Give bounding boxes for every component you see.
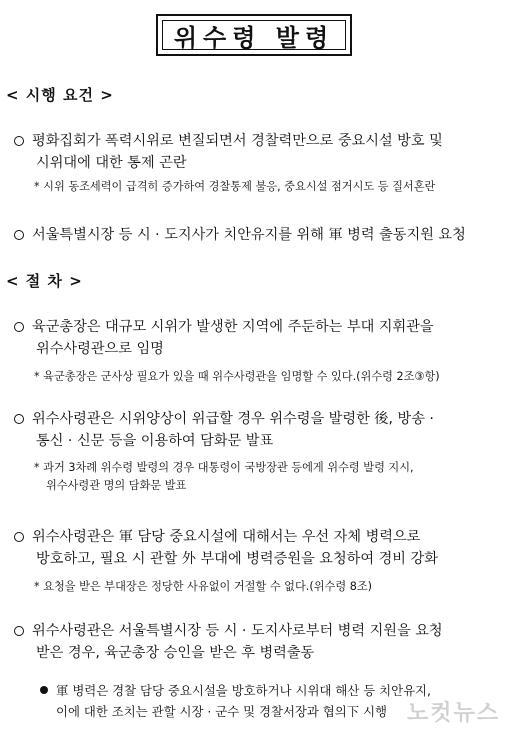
procedure-item-2 <box>14 408 494 452</box>
requirement-item-1-note: * 시위 동조세력이 급격히 증가하여 경찰통제 불응, 중요시설 점거시도 등 질서혼란 <box>34 180 436 193</box>
procedure-item-2-line-1: 위수사령관은 시위양상이 위급할 경우 위수령을 발령한 後, 방송 · <box>32 411 434 427</box>
procedure-item-2-line-2: 통신 · 신문 등을 이용하여 담화문 발표 <box>36 433 274 449</box>
procedure-item-2-note-line-2: 위수사령관 명의 담화문 발표 <box>46 479 187 492</box>
procedure-item-1-line-1: 육군총장은 대규모 시위가 발생한 지역에 주둔하는 부대 지휘관을 <box>32 319 434 335</box>
watermark-logo: 노컷뉴스 <box>406 701 500 726</box>
circle-bullet-icon <box>14 626 24 636</box>
procedure-item-3-line-2: 방호하고, 필요 시 관할 外 부대에 병력증원을 요청하여 경비 강화 <box>36 551 438 567</box>
procedure-item-2-note <box>34 459 498 495</box>
circle-bullet-icon <box>14 414 24 424</box>
page-title: 위수령 발령 <box>173 23 335 52</box>
procedure-item-1 <box>14 316 494 360</box>
procedure-item-4-sub-line-2: 이에 대한 조치는 관할 시장 · 군수 및 경찰서장과 협의下 시행 <box>56 704 388 719</box>
procedure-item-4 <box>14 620 494 664</box>
procedure-item-4-line-2: 받은 경우, 육군총장 승인을 받은 후 병력출동 <box>36 645 315 661</box>
requirement-item-1-line-2: 시위대에 대한 통제 곤란 <box>36 155 187 171</box>
procedure-item-3-line-1: 위수사령관은 軍 담당 중요시설에 대해서는 우선 자체 병력으로 <box>32 529 421 545</box>
requirement-item-2-line-1: 서울특별시장 등 시 · 도지사가 치안유지를 위해 軍 병력 출동지원 요청 <box>32 227 466 243</box>
requirement-item-1-line-1: 평화집회가 폭력시위로 변질되면서 경찰력만으로 중요시설 방호 및 <box>32 133 443 149</box>
procedure-item-1-line-2: 위수사령관으로 임명 <box>36 341 164 357</box>
section-heading-procedure: < 절 차 > <box>6 272 83 290</box>
circle-bullet-icon <box>14 136 24 146</box>
procedure-item-2-note-line-1: * 과거 3차례 위수령 발령의 경우 대통령이 국방장관 등에게 위수령 발령 지시, <box>34 461 414 474</box>
requirement-item-1 <box>14 130 494 174</box>
circle-bullet-icon <box>14 532 24 542</box>
procedure-item-1-note: * 육군총장은 군사상 필요가 있을 때 위수사령관을 임명할 수 있다.(위수령 2조③항) <box>34 370 440 383</box>
procedure-item-3-note: * 요청을 받은 부대장은 정당한 사유없이 거절할 수 없다.(위수령 8조) <box>34 580 372 593</box>
section-heading-requirements: < 시행 요건 > <box>6 86 114 104</box>
procedure-item-4-sub-line-1: 軍 병력은 경찰 담당 중요시설을 방호하거나 시위대 해산 등 치안유지, <box>56 683 431 698</box>
circle-bullet-icon <box>14 230 24 240</box>
requirement-item-2 <box>14 224 494 246</box>
circle-bullet-icon <box>14 322 24 332</box>
filled-dot-bullet-icon <box>40 686 48 694</box>
title-box <box>156 14 352 56</box>
procedure-item-3 <box>14 526 494 570</box>
procedure-item-4-line-1: 위수사령관은 서울특별시장 등 시 · 도지사로부터 병력 지원을 요청 <box>32 623 443 639</box>
